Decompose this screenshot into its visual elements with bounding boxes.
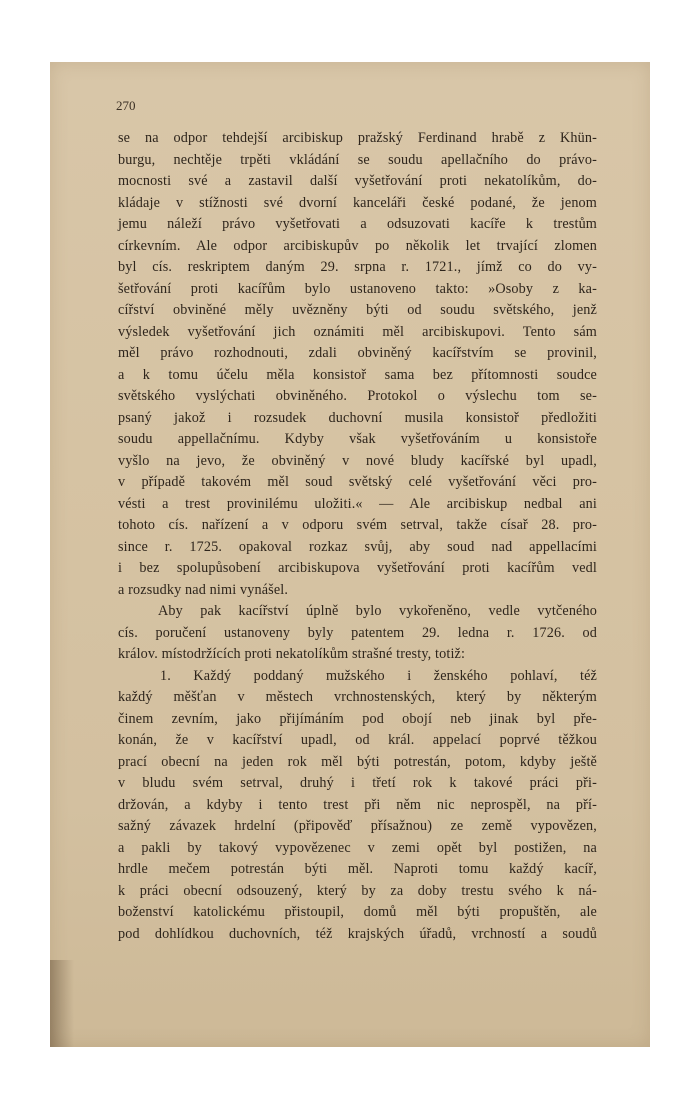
text-line: činem zevním, jako přijímáním pod obojí neb jinak byl pře- <box>118 710 597 727</box>
text-line: konán, že v kacířství upadl, od král. appelací poprvé těžkou <box>118 732 597 748</box>
text-line: a k tomu účelu měla konsistoř sama bez přítomnosti soudce <box>118 366 597 383</box>
text-line: k práci obecní odsouzený, který by za doby trestu svého k ná- <box>118 882 597 899</box>
text-line: v případě takovém měl soud světský celé vyšetřování věci pro- <box>118 474 597 490</box>
text-line: byl cís. reskriptem daným 29. srpna r. 1721., jímž co do vy- <box>118 259 597 275</box>
text-line: držován, a kdyby i tento trest při něm nic neprospěl, na pří- <box>118 796 597 813</box>
text-line: každý měšťan v městech vrchnostenských, který by některým <box>118 689 597 705</box>
text-line: tohoto cís. nařízení a v odporu svém setrval, takže císař 28. pro- <box>118 517 597 533</box>
text-line: pod dohlídkou duchovních, též krajských úřadů, vrchností a soudů <box>118 925 597 942</box>
text-line: šetřování proti kacířům bylo ustanoveno takto: »Osoby z ka- <box>118 280 597 297</box>
text-line: světského vyslýchati obviněného. Protokol o výslechu tom se- <box>118 388 597 404</box>
text-line: měl právo rozhodnouti, zdali obviněný kacířstvím se provinil, <box>118 345 597 361</box>
text-line: výsledek vyšetřování jich oznámiti měl arcibiskupovi. Tento sám <box>118 323 597 340</box>
body-text <box>118 128 597 945</box>
text-line: 1. Každý poddaný mužského i ženského pohlaví, též <box>160 667 597 684</box>
text-line: a rozsudky nad nimi vynášel. <box>118 581 289 598</box>
text-line: cířství obviněné měly uvězněny býti od soudu světského, jenž <box>118 302 597 318</box>
text-line: soudu appellačnímu. Kdyby však vyšetřováním u konsistoře <box>118 431 597 447</box>
binding-shadow <box>50 960 74 1047</box>
text-line: kládaje v stížnosti své dvorní kanceláři české podané, že jenom <box>118 194 597 211</box>
text-line: Aby pak kacířství úplně bylo vykořeněno, vedle vytčeného <box>158 603 597 619</box>
text-line: vyšlo na jevo, že obviněný v nové bludy kacířské byl upadl, <box>118 452 597 469</box>
text-line: since r. 1725. opakoval rozkaz svůj, aby soud nad appellacími <box>118 538 597 555</box>
text-line: králov. místodržících proti nekatolíkům strašné tresty, totiž: <box>118 646 466 662</box>
page-number: 270 <box>116 98 136 113</box>
text-line: boženství katolickému přistoupil, domů měl býti propuštěn, ale <box>118 904 597 920</box>
text-line: se na odpor tehdejší arcibiskup pražský Ferdinand hrabě z Khün- <box>118 130 597 146</box>
text-line: mocnosti své a zastavil další vyšetřování proti nekatolíkům, do- <box>118 173 597 189</box>
text-line: církevním. Ale odpor arcibiskupův po několik let trvající zlomen <box>118 237 597 254</box>
text-line: vésti a trest provinilému uložiti.« — Ale arcibiskup nedbal ani <box>118 495 597 512</box>
text-line: v bludu svém setrval, druhý i třetí rok k takové práci při- <box>118 775 597 791</box>
text-line: prací obecní na jeden rok měl býti potrestán, potom, kdyby ještě <box>118 753 597 770</box>
text-line: i bez spolupůsobení arcibiskupova vyšetřování proti kacířům vedl <box>118 560 597 576</box>
text-line: a pakli by takový vypovězenec v zemi opět byl postižen, na <box>118 839 597 856</box>
text-line: psaný jakož i rozsudek duchovní musila konsistoř předložiti <box>118 409 597 426</box>
text-line: sažný závazek hrdelní (připověď přísažnou) ze země vypovězen, <box>118 818 597 834</box>
text-line: cís. poručení ustanoveny byly patentem 29. ledna r. 1726. od <box>118 624 597 641</box>
text-line: jemu náleží právo vyšetřovati a odsuzovati kacíře k trestům <box>118 216 597 232</box>
text-line: burgu, nechtěje trpěti vkládání se soudu apellačního do právo- <box>118 151 597 168</box>
text-line: hrdle mečem potrestán býti měl. Naproti tomu každý kacíř, <box>118 861 597 877</box>
